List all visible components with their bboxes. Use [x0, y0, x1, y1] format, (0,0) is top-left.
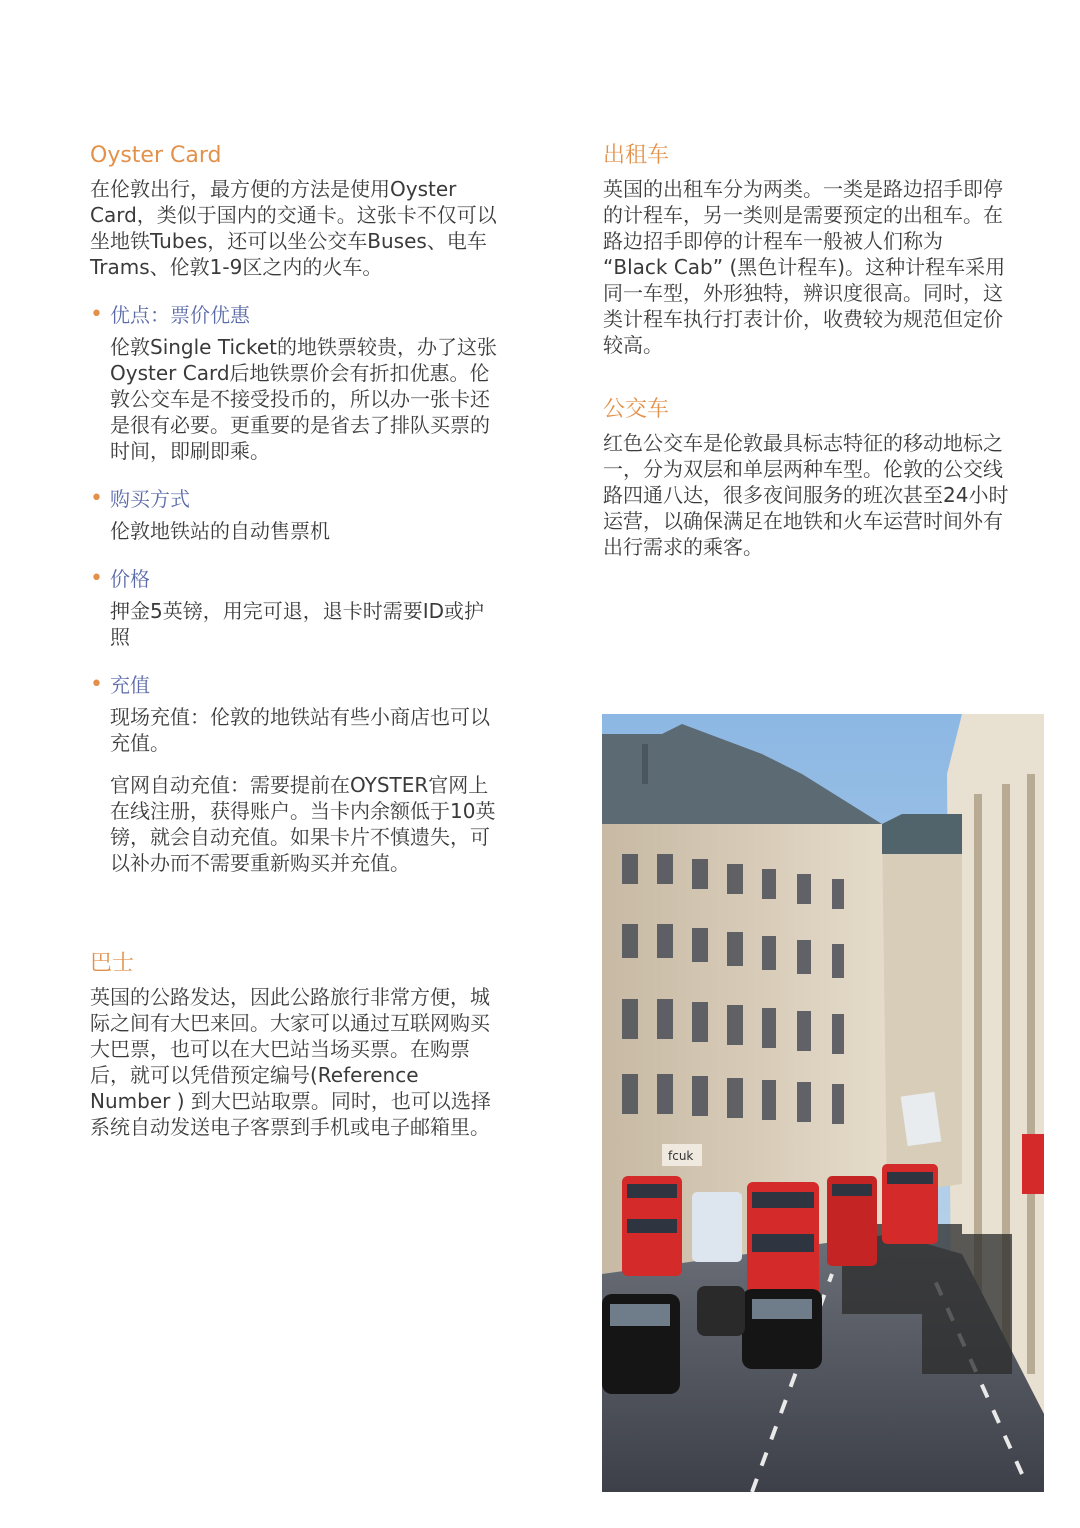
coach-text: 英国的公路发达，因此公路旅行非常方便，城际之间有大巴来回。大家可以通过互联网购买大巴票，也可以在大巴站当场买票。在购票后，就可以凭借预定编号(Reference Number ) 到大巴站取票。同时，也可以选择系统自动发送电子客票到手机或电子邮箱里。 [90, 985, 491, 1139]
taxi-text: 英国的出租车分为两类。一类是路边招手即停的计程车，另一类则是需要预定的出租车。在路边招手即停的计程车一般被人们称为 “Black Cab” (黑色计程车)。这种计程车采用同一车型，外形独特，辨识度很高。同时，这类计程车执行打表计价，收费较为规范但定价较高。 [603, 177, 1006, 357]
bullet-icon: • [90, 302, 103, 327]
oyster-point-advantage [90, 302, 500, 464]
point-text-online: 官网自动充值：需要提前在OYSTER官网上在线注册，获得账户。当卡内余额低于10英镑，就会自动充值。如果卡片不慎遗失，可以补办而不需要重新购买并充值。 [110, 773, 496, 875]
point-label: 价格 [110, 567, 150, 591]
point-label: 优点：票价优惠 [110, 303, 250, 327]
oyster-point-purchase [90, 486, 500, 544]
taxi-heading: 出租车 [603, 143, 670, 168]
point-text: 伦敦地铁站的自动售票机 [110, 519, 330, 543]
point-label: 购买方式 [110, 487, 190, 511]
shop-sign: fcuk [668, 1149, 694, 1163]
bus-text: 红色公交车是伦敦最具标志特征的移动地标之一，分为双层和单层两种车型。伦敦的公交线路四通八达，很多夜间服务的班次甚至24小时运营，以确保满足在地铁和火车运营时间外有出行需求的乘客。 [603, 431, 1009, 559]
oyster-point-topup [90, 672, 500, 876]
point-text: 现场充值：伦敦的地铁站有些小商店也可以充值。 [110, 705, 490, 755]
point-text: 押金5英镑，用完可退，退卡时需要ID或护照 [110, 599, 485, 649]
left-column [90, 140, 500, 1140]
street-scene-illustration [602, 714, 1044, 1492]
oyster-point-price [90, 566, 500, 650]
point-label: 充值 [110, 673, 150, 697]
bullet-icon: • [90, 486, 103, 511]
bullet-icon: • [90, 672, 103, 697]
oyster-card-heading: Oyster Card [90, 143, 222, 168]
coach-heading: 巴士 [90, 951, 135, 976]
point-text: 伦敦Single Ticket的地铁票较贵，办了这张Oyster Card后地铁票价会有折扣优惠。伦敦公交车是不接受投币的，所以办一张卡还是很有必要。更重要的是省去了排队买票的时间，即刷即乘。 [110, 335, 498, 463]
oyster-intro: 在伦敦出行，最方便的方法是使用Oyster Card，类似于国内的交通卡。这张卡不仅可以坐地铁Tubes，还可以坐公交车Buses、电车Trams、伦敦1-9区之内的火车。 [90, 177, 497, 279]
london-street-photo [602, 714, 1044, 1492]
right-column [603, 140, 1013, 560]
bus-heading: 公交车 [603, 397, 670, 422]
bullet-icon: • [90, 566, 103, 591]
